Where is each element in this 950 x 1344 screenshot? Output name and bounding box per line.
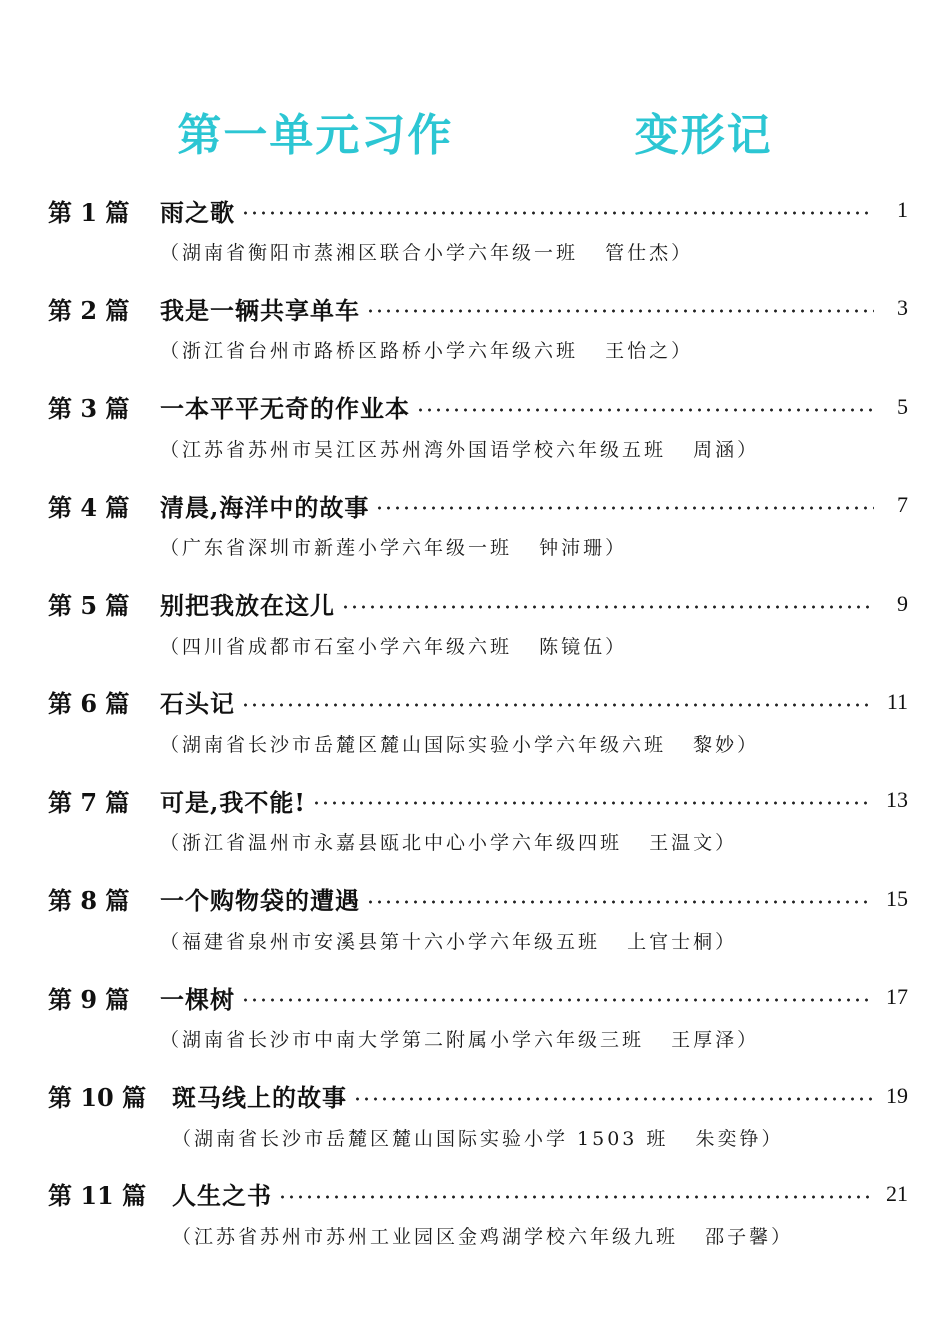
entry-number: 第 7 篇 <box>48 787 130 817</box>
dot-leader <box>341 605 874 609</box>
dot-leader <box>366 900 872 904</box>
toc-entry[interactable] <box>48 481 908 579</box>
toc-entry[interactable] <box>48 186 908 284</box>
entry-author: （江苏省苏州市苏州工业园区金鸡湖学校六年级九班 邵子馨） <box>172 1225 794 1248</box>
entry-number: 第 11 篇 <box>48 1181 147 1211</box>
entry-title[interactable]: 一个购物袋的遭遇 <box>160 886 360 916</box>
entry-title[interactable]: 可是,我不能! <box>160 787 306 817</box>
entry-author: （湖南省长沙市中南大学第二附属小学六年级三班 王厚泽） <box>160 1029 760 1052</box>
entry-page-number: 11 <box>886 688 908 714</box>
entry-page-number: 3 <box>897 295 908 321</box>
entry-page-number: 15 <box>886 885 908 911</box>
entry-author: （浙江省台州市路桥区路桥小学六年级六班 王怡之） <box>160 340 694 363</box>
entry-author: （湖南省长沙市岳麓区麓山国际实验小学六年级六班 黎妙） <box>160 733 760 756</box>
entry-title[interactable]: 我是一辆共享单车 <box>160 295 360 325</box>
dot-leader <box>278 1195 872 1199</box>
toc-entry-line <box>48 1176 908 1212</box>
entry-author: （广东省深圳市新莲小学六年级一班 钟沛珊） <box>160 537 628 560</box>
entry-title[interactable]: 清晨,海洋中的故事 <box>160 492 370 522</box>
toc-entry-line <box>48 192 908 228</box>
toc-entry[interactable] <box>48 383 908 481</box>
entry-title[interactable]: 斑马线上的故事 <box>172 1083 347 1113</box>
entry-title[interactable]: 别把我放在这儿 <box>160 591 335 621</box>
toc-entry-line <box>48 586 908 622</box>
entry-page-number: 1 <box>897 197 908 222</box>
toc-entry-line <box>48 881 908 917</box>
entry-author: （江苏省苏州市吴江区苏州湾外国语学校六年级五班 周涵） <box>160 438 760 461</box>
dot-leader <box>241 998 872 1002</box>
entry-title[interactable]: 一本平平无奇的作业本 <box>160 394 410 424</box>
dot-leader <box>312 801 872 805</box>
toc-entry[interactable] <box>48 678 908 776</box>
entry-author: （湖南省长沙市岳麓区麓山国际实验小学 1503 班 朱奕铮） <box>172 1127 784 1150</box>
entry-page-number: 7 <box>897 492 908 518</box>
toc-entry-line <box>48 782 908 818</box>
entry-title[interactable]: 一棵树 <box>160 984 235 1014</box>
dot-leader <box>416 408 874 412</box>
toc-entry[interactable] <box>48 875 908 973</box>
toc-entry[interactable] <box>48 1170 908 1268</box>
entry-page-number: 9 <box>897 590 908 616</box>
entry-number: 第 1 篇 <box>48 197 130 227</box>
toc-entry[interactable] <box>48 973 908 1071</box>
dot-leader <box>241 211 874 215</box>
entry-title[interactable]: 石头记 <box>160 689 235 719</box>
entry-author: （湖南省衡阳市蒸湘区联合小学六年级一班 管仕杰） <box>160 242 694 264</box>
entry-number: 第 10 篇 <box>48 1083 147 1113</box>
entry-page-number: 5 <box>897 393 908 419</box>
dot-leader <box>353 1097 872 1101</box>
entry-author: （四川省成都市石室小学六年级六班 陈镜伍） <box>160 635 628 658</box>
toc-entry[interactable] <box>48 284 908 382</box>
toc-entry-line <box>48 979 908 1015</box>
entry-page-number: 21 <box>886 1180 908 1206</box>
toc-entry-line <box>48 290 908 326</box>
entry-title[interactable]: 雨之歌 <box>160 197 235 227</box>
dot-leader <box>366 309 874 313</box>
toc-entry[interactable] <box>48 776 908 874</box>
toc-entry-line <box>48 487 908 523</box>
entry-number: 第 2 篇 <box>48 295 130 325</box>
toc-entry[interactable] <box>48 1072 908 1170</box>
entry-number: 第 3 篇 <box>48 394 130 424</box>
entry-number: 第 5 篇 <box>48 591 130 621</box>
toc-entry[interactable] <box>48 580 908 678</box>
toc-entry-line <box>48 1078 908 1114</box>
page-title: 第一单元习作 变形记 <box>177 110 773 161</box>
entry-title[interactable]: 人生之书 <box>172 1181 272 1211</box>
entry-number: 第 8 篇 <box>48 886 130 916</box>
table-of-contents <box>48 186 908 1268</box>
dot-leader <box>241 703 873 707</box>
entry-author: （福建省泉州市安溪县第十六小学六年级五班 上官士桐） <box>160 930 738 953</box>
toc-entry-line <box>48 389 908 425</box>
entry-page-number: 19 <box>886 1082 908 1108</box>
dot-leader <box>375 506 874 510</box>
toc-entry-line <box>48 684 908 720</box>
entry-page-number: 17 <box>886 984 908 1010</box>
entry-number: 第 4 篇 <box>48 492 130 522</box>
entry-page-number: 13 <box>886 787 908 813</box>
entry-number: 第 9 篇 <box>48 984 130 1014</box>
entry-number: 第 6 篇 <box>48 689 130 719</box>
entry-author: （浙江省温州市永嘉县瓯北中心小学六年级四班 王温文） <box>160 832 738 855</box>
